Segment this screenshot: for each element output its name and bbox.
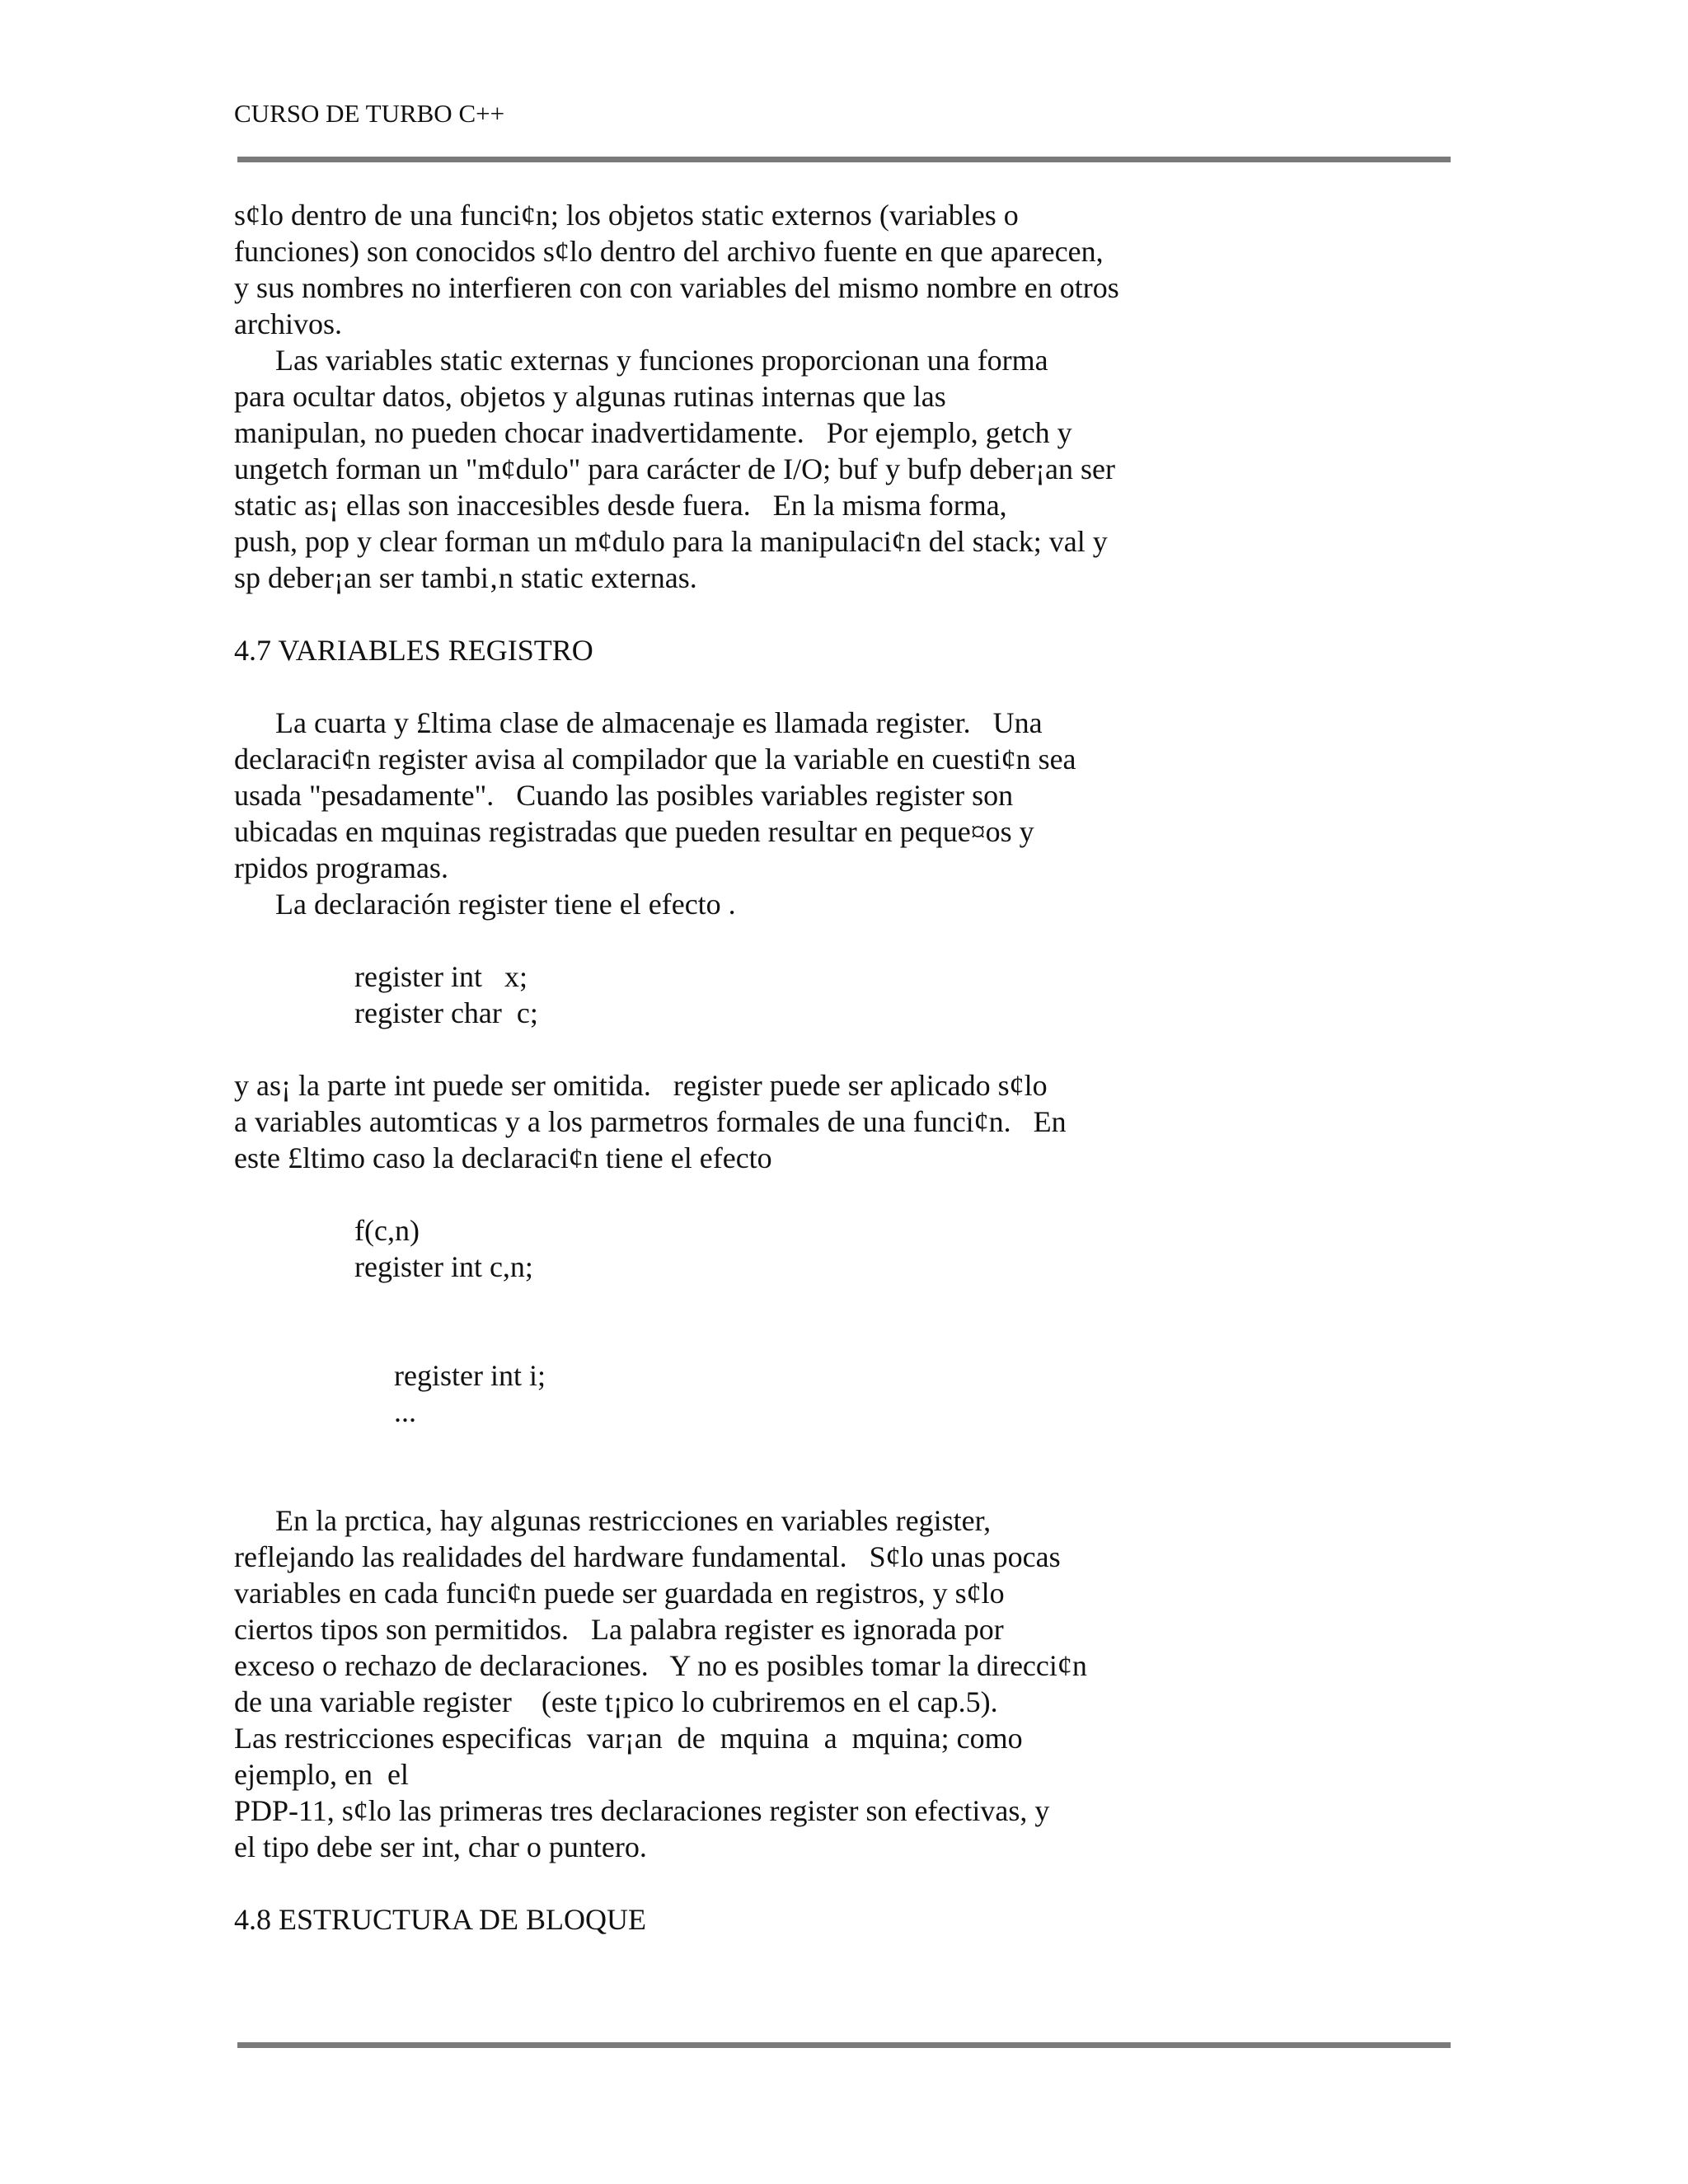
code-line: register int c,n; — [354, 1250, 533, 1283]
body-line: static as¡ ellas son inaccesibles desde fuera. En la misma forma, — [234, 489, 1007, 522]
body-line: de una variable register (este t¡pico lo cubriremos en el cap.5). — [234, 1685, 998, 1718]
page-body — [234, 197, 1454, 1938]
body-line: reflejando las realidades del hardware fundamental. S¢lo unas pocas — [234, 1540, 1061, 1573]
body-line: Las variables static externas y funciones proporcionan una forma — [275, 344, 1048, 377]
body-line: declaraci¢n register avisa al compilador que la variable en cuesti¢n sea — [234, 743, 1076, 776]
body-line: el tipo debe ser int, char o puntero. — [234, 1830, 647, 1863]
body-line: y sus nombres no interfieren con con variables del mismo nombre en otros — [234, 271, 1119, 304]
section-heading-4-7: 4.7 VARIABLES REGISTRO — [234, 634, 593, 667]
body-line: s¢lo dentro de una funci¢n; los objetos static externos (variables o — [234, 199, 1019, 232]
body-line: este £ltimo caso la declaraci¢n tiene el efecto — [234, 1141, 772, 1174]
body-line: manipulan, no pueden chocar inadvertidamente. Por ejemplo, getch y — [234, 416, 1072, 449]
body-line: Las restricciones especificas var¡an de mquina a mquina; como — [234, 1722, 1023, 1755]
body-line: ungetch forman un "m¢dulo" para carácter de I/O; buf y bufp deber¡an ser — [234, 452, 1115, 485]
body-line: ciertos tipos son permitidos. La palabra register es ignorada por — [234, 1613, 1004, 1646]
section-heading-4-8: 4.8 ESTRUCTURA DE BLOQUE — [234, 1903, 647, 1936]
code-line: f(c,n) — [354, 1214, 420, 1247]
code-line: ... — [394, 1395, 416, 1428]
body-line: push, pop y clear forman un m¢dulo para la manipulaci¢n del stack; val y — [234, 525, 1108, 558]
header-rule — [237, 157, 1451, 162]
body-line: En la prctica, hay algunas restricciones en variables register, — [275, 1504, 992, 1537]
body-line: a variables automticas y a los parmetros formales de una funci¢n. En — [234, 1105, 1067, 1138]
body-line: sp deber¡an ser tambi‚n static externas. — [234, 561, 697, 594]
code-line: register int x; — [354, 960, 528, 993]
body-line: La cuarta y £ltima clase de almacenaje es llamada register. Una — [275, 706, 1043, 739]
body-line: usada "pesadamente". Cuando las posibles variables register son — [234, 779, 1014, 812]
page-header-title: CURSO DE TURBO C++ — [234, 99, 505, 128]
body-line: rpidos programas. — [234, 851, 448, 884]
body-line: ubicadas en mquinas registradas que pueden resultar en peque¤os y — [234, 815, 1034, 848]
body-line: La declaración register tiene el efecto . — [275, 888, 736, 921]
body-line: PDP-11, s¢lo las primeras tres declaraciones register son efectivas, y — [234, 1794, 1050, 1827]
code-line: register char c; — [354, 996, 538, 1029]
body-line: funciones) son conocidos s¢lo dentro del archivo fuente en que aparecen, — [234, 235, 1104, 268]
body-line: exceso o rechazo de declaraciones. Y no es posibles tomar la direcci¢n — [234, 1649, 1087, 1682]
footer-rule — [237, 2042, 1451, 2048]
body-line: para ocultar datos, objetos y algunas rutinas internas que las — [234, 380, 946, 413]
code-line: register int i; — [394, 1359, 546, 1392]
body-line: ejemplo, en el — [234, 1758, 409, 1791]
body-line: archivos. — [234, 307, 342, 340]
body-line: y as¡ la parte int puede ser omitida. register puede ser aplicado s¢lo — [234, 1069, 1048, 1102]
body-line: variables en cada funci¢n puede ser guardada en registros, y s¢lo — [234, 1577, 1005, 1610]
